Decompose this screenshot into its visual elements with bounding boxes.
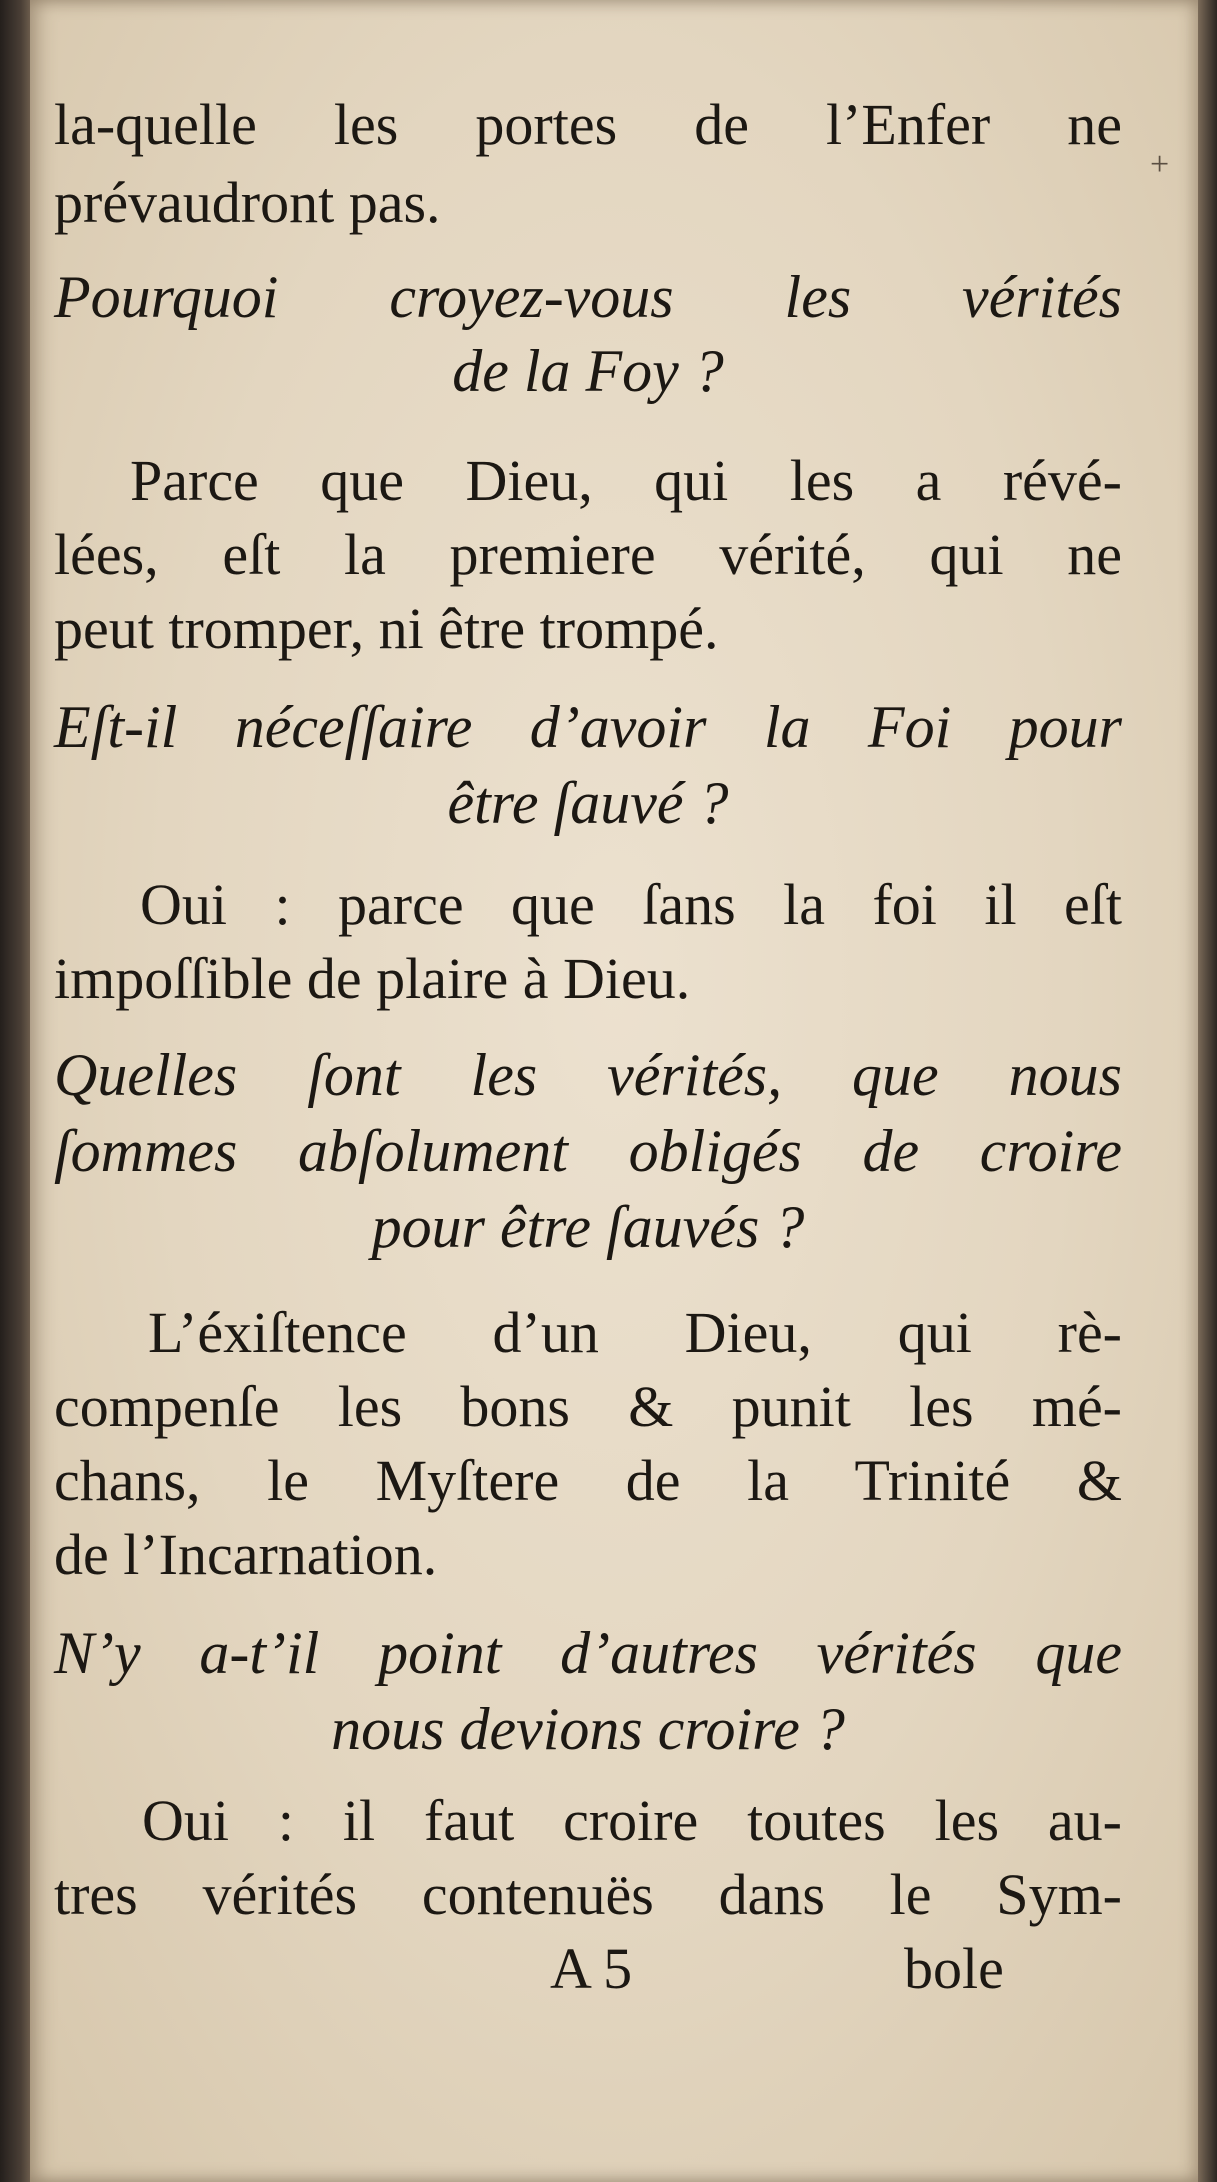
text-line: la-quelle les portes de l’Enfer ne [54, 92, 1122, 157]
text-line: prévaudront pas. [54, 170, 441, 235]
catchword: bole [904, 1936, 1004, 2001]
signature-mark: A 5 [550, 1936, 633, 2001]
question-line: Pourquoi croyez-vous les vérités [54, 264, 1122, 330]
question-line: ſommes abſolument obligés de croire [54, 1118, 1122, 1184]
page-edge [1198, 0, 1217, 2182]
answer-line: Oui : il faut croire toutes les au- [142, 1788, 1122, 1853]
answer-line: chans, le Myſtere de la Trinité & [54, 1448, 1122, 1513]
answer-line: L’éxiſtence d’un Dieu, qui rè- [148, 1300, 1122, 1365]
question-line: de la Foy ? [452, 338, 724, 404]
answer-line: Parce que Dieu, qui les a révé- [130, 448, 1122, 513]
book-page [30, 0, 1198, 2182]
question-line: être ſauvé ? [447, 770, 729, 836]
margin-mark: + [1150, 146, 1170, 183]
book-gutter-shadow [0, 0, 30, 2182]
answer-line: compenſe les bons & punit les mé- [54, 1374, 1122, 1439]
question-line: N’y a-t’il point d’autres vérités que [54, 1620, 1122, 1686]
answer-line: peut tromper, ni être trompé. [54, 596, 719, 661]
question-line: Eſt-il néceſſaire d’avoir la Foi pour [54, 694, 1122, 760]
answer-line: de l’Incarnation. [54, 1522, 438, 1587]
question-line: nous devions croire ? [331, 1696, 845, 1762]
answer-line: Oui : parce que ſans la foi il eſt [140, 872, 1122, 937]
question-line: Quelles ſont les vérités, que nous [54, 1042, 1122, 1108]
answer-line: tres vérités contenuës dans le Sym- [54, 1862, 1122, 1927]
question-line: pour être ſauvés ? [371, 1194, 805, 1260]
answer-line: lées, eſt la premiere vérité, qui ne [54, 522, 1122, 587]
answer-line: impoſſible de plaire à Dieu. [54, 946, 691, 1011]
